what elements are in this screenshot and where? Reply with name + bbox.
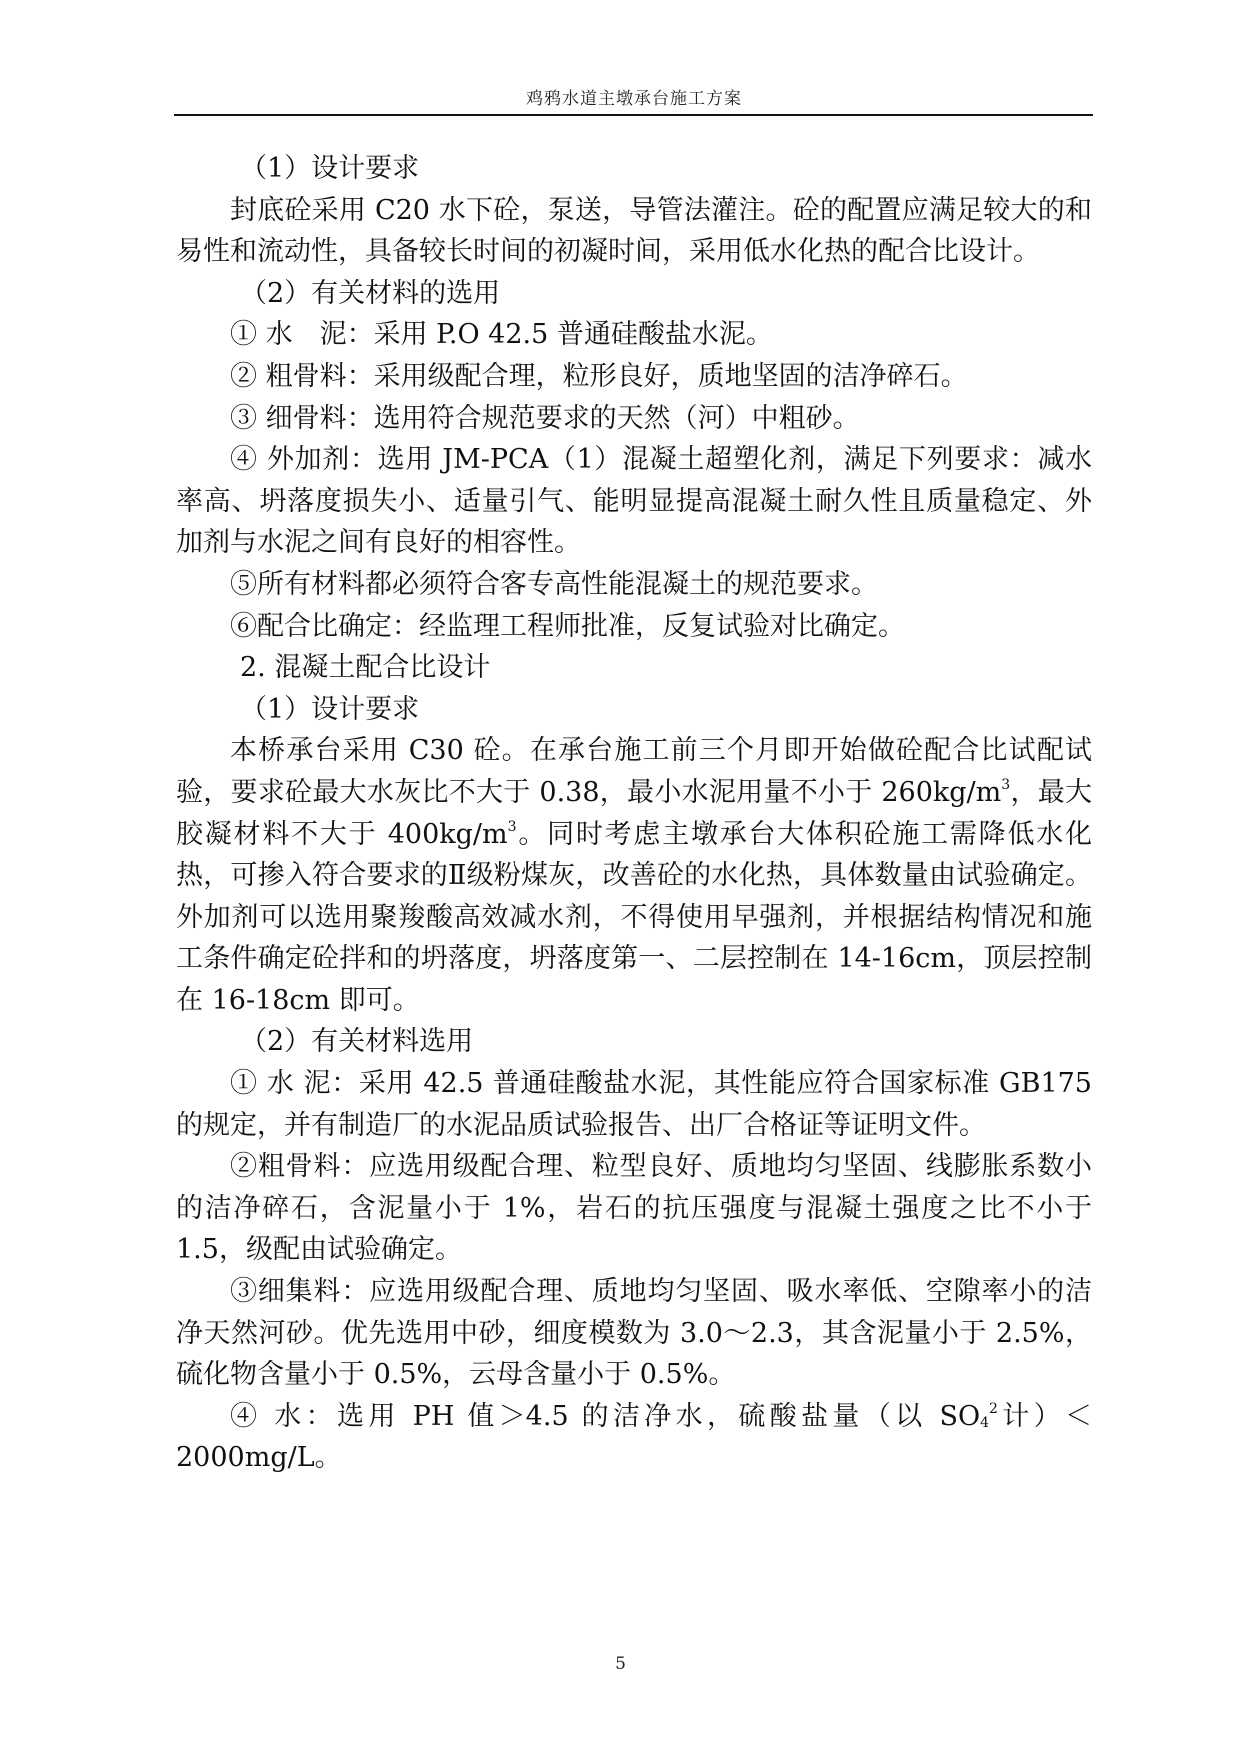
- paragraph-c30-part-c: 。同时考虑主墩承台大体积砼施工需降低水化热，可掺入符合要求的Ⅱ级粉煤灰，改善砼的水化热，具体数量由试验确定。外加剂可以选用聚羧酸高效减水剂，不得使用早强剂，并根据结构情况和施工条件确定砼拌和的坍落度，坍落度第一、二层控制在 14-16cm，顶层控制在 16-18cm 即可。: [176, 818, 1092, 1016]
- item-coarse-aggregate-1: ② 粗骨料：采用级配合理，粒形良好，质地坚固的洁净碎石。: [230, 360, 968, 392]
- item-cement-1: ① 水 泥：采用 P.O 42.5 普通硅酸盐水泥。: [230, 319, 773, 351]
- subscript-sulfate: 4: [980, 1414, 989, 1431]
- item-mix-determination: ⑥配合比确定：经监理工程师批准，反复试验对比确定。: [230, 610, 905, 642]
- heading-design-requirements-2: （1）设计要求: [240, 693, 420, 725]
- superscript-sulfate: 2: [989, 1400, 998, 1417]
- item-water: [176, 1396, 1092, 1479]
- paragraph-c30-part-a: 本桥承台采用 C30 砼。在承台施工前三个月即开始做砼配合比试配试验，要求砼最大水灰比不大于 0.38，最小水泥用量不小于 260kg/m: [176, 735, 1092, 808]
- item-water-part-b: 计）＜2000mg/L。: [176, 1400, 1092, 1474]
- heading-materials-2: （2）有关材料选用: [240, 1026, 474, 1058]
- page-header-title: 鸡鸦水道主墩承台施工方案: [526, 89, 742, 109]
- heading-mix-design: 2. 混凝土配合比设计: [240, 652, 491, 684]
- heading-design-requirements-1: （1）设计要求: [240, 153, 420, 184]
- item-water-part-a: ④ 水：选用 PH 值＞4.5 的洁净水，硫酸盐量（以 SO: [230, 1400, 981, 1432]
- item-admixture-1: ④ 外加剂：选用 JM-PCA（1）混凝土超塑化剂，满足下列要求：减水率高、坍落度损失小、适量引气、能明显提高混凝土耐久性且质量稳定、外加剂与水泥之间有良好的相容性。: [176, 444, 1092, 559]
- item-fine-aggregate-2: ③细集料：应选用级配合理、质地均匀坚固、吸水率低、空隙率小的洁净天然河砂。优先选用中砂，细度模数为 3.0～2.3，其含泥量小于 2.5%，硫化物含量小于 0.5%，云母含量小于 0.5%。: [176, 1276, 1092, 1391]
- paragraph-c30-part-b: ，最大胶凝材料不大于 400kg/m: [176, 776, 1092, 850]
- superscript-cubic-1: 3: [1001, 776, 1011, 793]
- item-cement-2: ① 水 泥：采用 42.5 普通硅酸盐水泥，其性能应符合国家标准 GB175 的规定，并有制造厂的水泥品质试验报告、出厂合格证等证明文件。: [176, 1068, 1092, 1141]
- paragraph-seal-concrete: 封底砼采用 C20 水下砼，泵送，导管法灌注。砼的配置应满足较大的和易性和流动性，具备较长时间的初凝时间，采用低水化热的配合比设计。: [176, 194, 1092, 268]
- header-divider: [174, 114, 1093, 116]
- page-number: 5: [615, 1654, 626, 1674]
- document-body: [176, 148, 1092, 1479]
- item-all-materials: ⑤所有材料都必须符合客专高性能混凝土的规范要求。: [230, 568, 878, 600]
- superscript-cubic-2: 3: [507, 818, 517, 835]
- item-fine-aggregate-1: ③ 细骨料：选用符合规范要求的天然（河）中粗砂。: [230, 402, 860, 434]
- item-coarse-aggregate-2: ②粗骨料：应选用级配合理、粒型良好、质地均匀坚固、线膨胀系数小的洁净碎石，含泥量小于 1%，岩石的抗压强度与混凝土强度之比不小于 1.5，级配由试验确定。: [176, 1151, 1092, 1266]
- heading-materials-1: （2）有关材料的选用: [240, 277, 501, 309]
- paragraph-c30-concrete: [176, 730, 1092, 1021]
